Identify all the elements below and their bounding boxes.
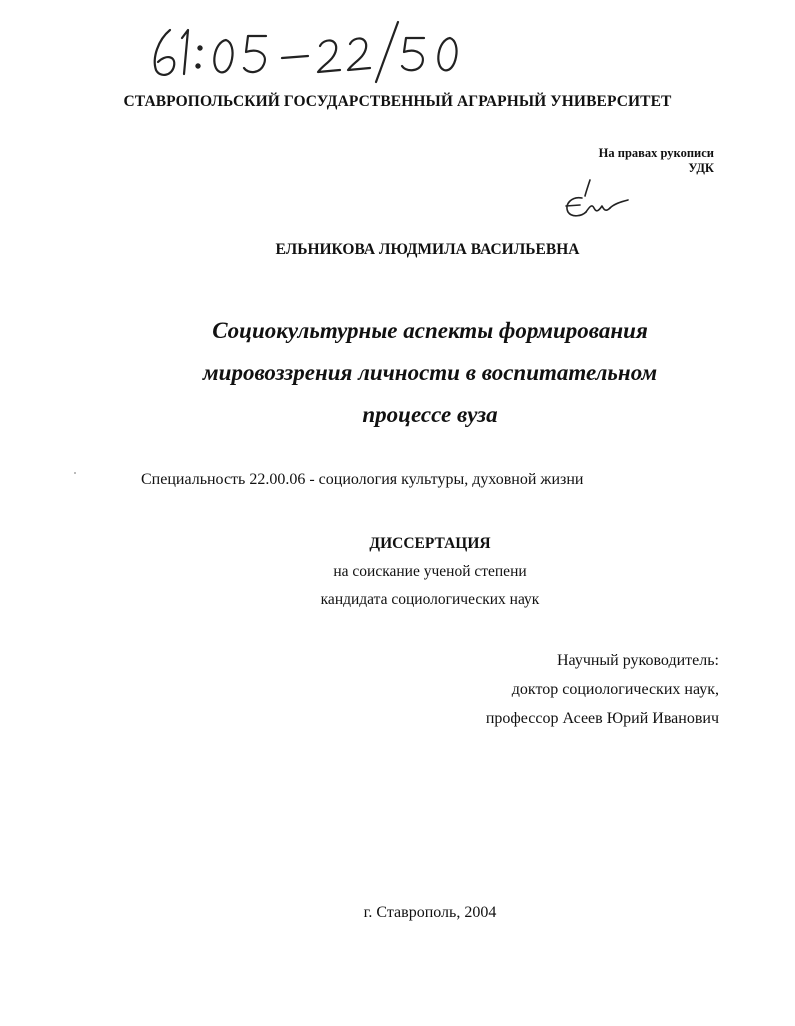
author-name: ЕЛЬНИКОВА ЛЮДМИЛА ВАСИЛЬЕВНА: [275, 241, 580, 258]
advisor-block: [486, 646, 719, 733]
city-year: г. Ставрополь, 2004: [363, 904, 497, 921]
thesis-heading: ДИССЕРТАЦИЯ: [369, 535, 491, 552]
thesis-degree-line-1: на соискание ученой степени: [333, 563, 527, 580]
title-line-1: Социокультурные аспекты формирования: [212, 318, 648, 343]
thesis-degree-line-2: кандидата социологических наук: [320, 591, 540, 608]
thesis-block: [0, 530, 795, 614]
manuscript-rights-label: На правах рукописи: [598, 146, 714, 160]
udk-label: УДК: [688, 161, 714, 175]
dissertation-title: [0, 310, 795, 436]
handwritten-signature: [556, 178, 636, 226]
scan-speck: [74, 472, 76, 474]
advisor-name: профессор Асеев Юрий Иванович: [485, 710, 719, 727]
manuscript-rights-block: [599, 146, 714, 176]
advisor-label: Научный руководитель:: [556, 652, 719, 669]
specialty-line: Специальность 22.00.06 - социология культуры, духовной жизни: [141, 471, 584, 488]
advisor-degree: доктор социологических наук,: [511, 681, 719, 698]
title-line-3: процессе вуза: [362, 402, 498, 427]
handwritten-catalog-number: [148, 14, 478, 86]
university-name: СТАВРОПОЛЬСКИЙ ГОСУДАРСТВЕННЫЙ АГРАРНЫЙ УНИВЕРСИТЕТ: [123, 93, 672, 110]
title-line-2: мировоззрения личности в воспитательном: [202, 360, 658, 385]
